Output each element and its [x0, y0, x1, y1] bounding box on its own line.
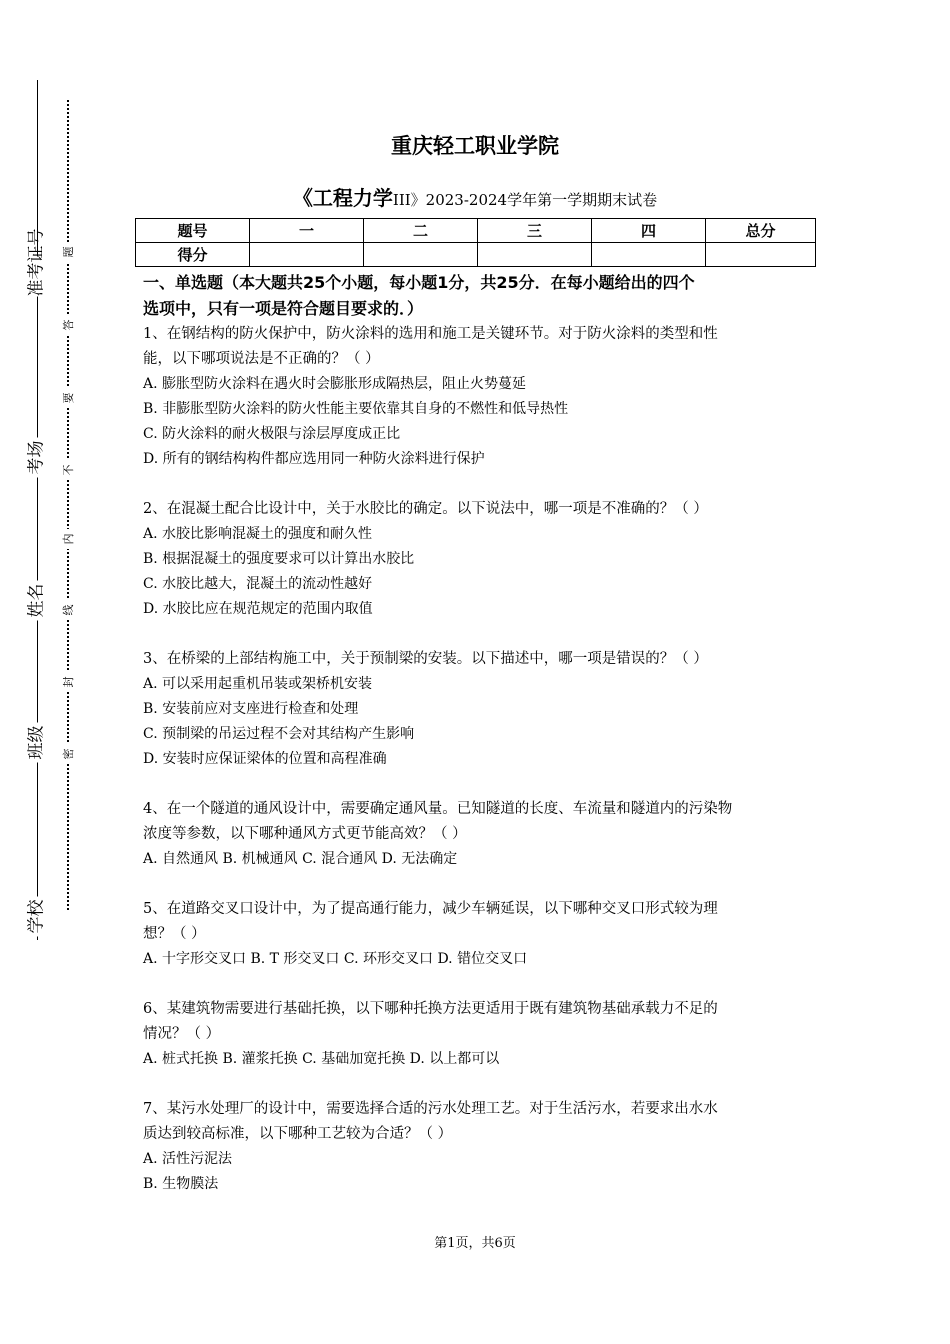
question-text: 浓度等参数，以下哪种通风方式更节能高效？（ ） [143, 826, 467, 842]
answer-option: B. 根据混凝土的强度要求可以计算出水胶比 [143, 551, 415, 567]
question-1 [143, 322, 813, 472]
field-class: 班级 [22, 723, 47, 763]
question-text: 7、某污水处理厂的设计中，需要选择合适的污水处理工艺。对于生活污水，若要求出水水 [143, 1101, 718, 1117]
table-header-cell: 总分 [706, 219, 816, 243]
table-header-cell: 二 [364, 219, 478, 243]
page-footer: 第1页，共6页 [434, 1236, 516, 1251]
seal-char: 不 [60, 460, 76, 480]
question-text: 4、在一个隧道的通风设计中，需要确定通风量。已知隧道的长度、车流量和隧道内的污染物 [143, 801, 733, 817]
question-4 [143, 797, 813, 872]
question-3 [143, 647, 813, 772]
answer-option: A. 自然通风 B. 机械通风 C. 混合通风 D. 无法确定 [143, 851, 458, 867]
seal-char: 题 [60, 242, 76, 262]
answer-option: D. 安装时应保证梁体的位置和高程准确 [143, 751, 387, 767]
question-text: 3、在桥梁的上部结构施工中，关于预制梁的安装。以下描述中，哪一项是错误的？（ ） [143, 651, 708, 667]
score-table-header-row [136, 219, 816, 243]
score-cell [250, 243, 364, 267]
field-name: 姓名 [22, 581, 47, 621]
table-header-cell: 题号 [136, 219, 250, 243]
question-text: 能，以下哪项说法是不正确的？（ ） [143, 351, 380, 367]
answer-option: B. 非膨胀型防火涂料的防火性能主要依靠其自身的不燃性和低导热性 [143, 401, 569, 417]
score-cell [364, 243, 478, 267]
seal-char: 密 [60, 744, 76, 764]
answer-option: B. 安装前应对支座进行检查和处理 [143, 701, 359, 717]
exam-title [0, 182, 950, 211]
course-name: 《工程力学 [292, 186, 393, 210]
field-exam-id: 准考证号 [22, 257, 47, 297]
seal-dotted-line [67, 100, 69, 910]
field-exam-room: 考场 [22, 438, 47, 478]
seal-char: 答 [60, 315, 76, 335]
table-header-cell: 四 [592, 219, 706, 243]
seal-char: 线 [60, 600, 76, 620]
question-section [143, 270, 813, 1222]
question-text: 质达到较高标准，以下哪种工艺较为合适？（ ） [143, 1126, 453, 1142]
table-header-cell: 一 [250, 219, 364, 243]
question-text: 情况？（ ） [143, 1026, 221, 1042]
score-row-label: 得分 [136, 243, 250, 267]
score-table-score-row [136, 243, 816, 267]
seal-char: 封 [60, 672, 76, 692]
score-cell [478, 243, 592, 267]
question-text: 6、某建筑物需要进行基础托换，以下哪种托换方法更适用于既有建筑物基础承载力不足的 [143, 1001, 718, 1017]
answer-option: A. 可以采用起重机吊装或架桥机安装 [143, 676, 373, 692]
answer-option: D. 所有的钢结构构件都应选用同一种防火涂料进行保护 [143, 451, 485, 467]
question-text: 2、在混凝土配合比设计中，关于水胶比的确定。以下说法中，哪一项是不准确的？（ ） [143, 501, 708, 517]
answer-option: C. 防火涂料的耐火极限与涂层厚度成正比 [143, 426, 401, 442]
question-6 [143, 997, 813, 1072]
score-table [135, 218, 816, 267]
answer-option: A. 活性污泥法 [143, 1151, 233, 1167]
question-text: 1、在钢结构的防火保护中，防火涂料的选用和施工是关键环节。对于防火涂料的类型和性 [143, 326, 718, 342]
question-2 [143, 497, 813, 622]
seal-char: 要 [60, 388, 76, 408]
score-cell [706, 243, 816, 267]
exam-term: III》2023-2024学年第一学期期末试卷 [392, 191, 658, 209]
answer-option: A. 膨胀型防火涂料在遇火时会膨胀形成隔热层，阻止火势蔓延 [143, 376, 527, 392]
answer-option: A. 水胶比影响混凝土的强度和耐久性 [143, 526, 373, 542]
answer-option: C. 水胶比越大，混凝土的流动性越好 [143, 576, 373, 592]
score-cell [592, 243, 706, 267]
question-text: 想？（ ） [143, 926, 206, 942]
question-5 [143, 897, 813, 972]
question-text: 5、在道路交叉口设计中，为了提高通行能力，减少车辆延误，以下哪种交叉口形式较为理 [143, 901, 718, 917]
question-list [143, 322, 813, 1197]
school-title: 重庆轻工职业学院 [391, 134, 559, 158]
answer-option: C. 预制梁的吊运过程不会对其结构产生影响 [143, 726, 415, 742]
answer-option: A. 十字形交叉口 B. T 形交叉口 C. 环形交叉口 D. 错位交叉口 [143, 951, 528, 967]
section-heading: 一、单选题（本大题共25个小题，每小题1分，共25分．在每小题给出的四个 [143, 273, 695, 292]
seal-char: 内 [60, 529, 76, 549]
section-heading: 选项中，只有一项是符合题目要求的．） [143, 299, 424, 318]
answer-option: D. 水胶比应在规范规定的范围内取值 [143, 601, 373, 617]
answer-option: A. 桩式托换 B. 灌浆托换 C. 基础加宽托换 D. 以上都可以 [143, 1051, 500, 1067]
answer-option: B. 生物膜法 [143, 1176, 219, 1192]
question-7 [143, 1097, 813, 1197]
table-header-cell: 三 [478, 219, 592, 243]
field-school: 学校 [22, 897, 47, 937]
